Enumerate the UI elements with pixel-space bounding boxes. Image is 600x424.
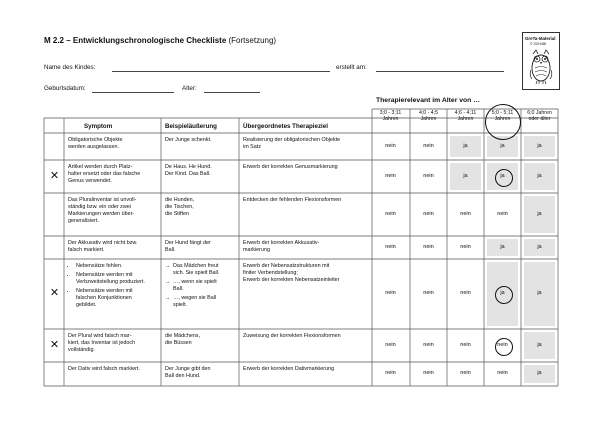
- text-line: die Mädchens,: [165, 333, 201, 339]
- age-value: ja: [537, 210, 542, 217]
- text-line: Ball.: [173, 286, 184, 292]
- age-value: nein: [385, 370, 396, 376]
- text-line: Das Pluralinventar ist unvoll-: [68, 197, 137, 203]
- text-line: Der Hund fängt der: [165, 240, 211, 246]
- example-cell: [165, 137, 237, 144]
- text-line: …, wenn sie spielt: [173, 279, 217, 285]
- age-group-header: Therapierelevant im Alter von …: [376, 97, 480, 104]
- arrow-right-icon: →: [165, 263, 171, 269]
- text-line: sich. Sie spielt Ball.: [173, 270, 220, 276]
- age-value: nein: [385, 341, 396, 348]
- text-line: die Tischen,: [165, 204, 194, 210]
- text-line: im Satz: [243, 144, 261, 150]
- answer-circle: [495, 286, 513, 304]
- text-line: falsch markiert.: [68, 247, 105, 253]
- column-header-therapieziel: Übergeordnetes Therapieziel: [243, 123, 328, 130]
- age-header: [410, 110, 447, 123]
- symptom-cell: [68, 263, 159, 311]
- age-value: ja: [500, 142, 505, 149]
- text-line: Erwerb der korrekten Dativmarkierung: [243, 366, 335, 372]
- alter-label: Alter:: [182, 85, 197, 92]
- age-value: nein: [385, 142, 396, 149]
- text-line: Entdecken der fehlenden Flexionsformen: [243, 197, 342, 203]
- symptom-cell: [68, 164, 159, 185]
- age-value: nein: [460, 370, 471, 376]
- text-line: Erwerb der korrekten Akkusativ-: [243, 240, 320, 246]
- age-header-line: Jahren: [382, 116, 399, 123]
- text-line: Erwerb der Nebensatzstrukturen mit: [243, 263, 330, 269]
- text-line: Erwerb der korrekten Genusmarkierung: [243, 164, 338, 170]
- symptom-bullet: [76, 288, 159, 309]
- example-arrow-item: [165, 263, 237, 277]
- text-line: • Nebensätze werden mit: [76, 288, 133, 294]
- age-highlight-circle: [485, 104, 521, 140]
- text-line: markierung: [243, 247, 270, 253]
- text-line: gebildet.: [76, 302, 97, 308]
- page-title: M 2.2 – Entwicklungschronologische Checkliste (Fortsetzung): [44, 36, 277, 45]
- symptom-bullet: [76, 263, 159, 270]
- text-line: ständig bzw. ein oder zwei: [68, 204, 131, 210]
- answer-circle: [495, 338, 513, 356]
- text-line: • Nebensätze fehlen.: [76, 263, 123, 269]
- age-value: ja: [537, 243, 542, 250]
- cross-mark[interactable]: ✕: [49, 169, 60, 182]
- text-line: Obligatorische Objekte: [68, 137, 123, 143]
- age-value: nein: [460, 243, 471, 250]
- age-value: ja: [537, 142, 542, 149]
- text-line: halter ersetzt oder das falsche: [68, 171, 141, 177]
- example-cell: [165, 197, 237, 218]
- age-header-line: 6;0 Jahren: [527, 110, 552, 116]
- age-header: [521, 110, 558, 123]
- text-line: Der Akkusativ wird nicht bzw.: [68, 240, 138, 246]
- age-value: nein: [423, 172, 434, 179]
- text-line: Der Junge schenkt.: [165, 137, 212, 143]
- age-value: nein: [497, 210, 508, 217]
- text-line: Genus verwendet.: [68, 178, 112, 184]
- age-value: nein: [497, 341, 508, 348]
- goal-cell: [243, 164, 370, 171]
- cross-mark[interactable]: ✕: [49, 338, 60, 351]
- text-line: Der Kind. Das Ball.: [165, 171, 211, 177]
- age-value: nein: [423, 142, 434, 149]
- symptom-cell: [68, 137, 159, 151]
- age-header-line: 4;6 - 4;11: [454, 110, 477, 116]
- age-value: nein: [423, 370, 434, 376]
- text-line: Der Junge gibt den: [165, 366, 211, 372]
- erstellt-label: erstellt am:: [336, 64, 367, 71]
- text-line: Der Plural wird falsch mar-: [68, 333, 132, 339]
- age-header-line: oder älter: [528, 116, 551, 123]
- age-value: ja: [537, 341, 542, 348]
- logo: GreTa-Material © SCHUBI: [522, 32, 560, 90]
- age-value: ja: [537, 290, 542, 296]
- age-value: ja: [463, 172, 468, 179]
- example-cell: [165, 240, 237, 254]
- text-line: De Haus. He Hund.: [165, 164, 212, 170]
- age-header-line: Jahren: [420, 116, 437, 123]
- age-value: nein: [460, 290, 471, 296]
- text-line: • Nebensätze werden mit: [76, 272, 133, 278]
- text-line: Das Mädchen freut: [173, 263, 219, 269]
- example-cell: [165, 366, 237, 380]
- goal-cell: [243, 366, 370, 373]
- goal-cell: [243, 263, 370, 284]
- age-value: ja: [500, 243, 505, 250]
- symptom-cell: [68, 333, 159, 354]
- example-arrow-item: [165, 295, 237, 309]
- column-header-symptom: Symptom: [84, 123, 113, 130]
- age-value: nein: [423, 290, 434, 296]
- goal-cell: [243, 197, 370, 204]
- text-line: Erwerb der korrekten Nebensatzeinleiter: [243, 277, 340, 283]
- symptom-cell: [68, 197, 159, 225]
- age-value: nein: [385, 210, 396, 217]
- age-value: ja: [463, 142, 468, 149]
- text-line: Artikel werden durch Platz-: [68, 164, 133, 170]
- text-line: Ball.: [165, 247, 176, 253]
- example-arrow-item: [165, 279, 237, 293]
- text-line: finiter Verbendstellung;: [243, 270, 298, 276]
- name-label: Name des Kindes:: [44, 64, 96, 71]
- text-line: generalisiert.: [68, 218, 99, 224]
- column-header-beispiel: Beispieläußerung: [165, 123, 217, 130]
- symptom-cell: [68, 366, 159, 373]
- age-value: nein: [423, 243, 434, 250]
- text-line: Ball den Hund.: [165, 373, 201, 379]
- age-value: nein: [385, 290, 396, 296]
- text-line: spielt.: [173, 302, 188, 308]
- age-value: ja: [537, 370, 542, 376]
- age-header: [372, 110, 409, 123]
- age-header-line: Jahren: [494, 116, 511, 123]
- text-line: Der Dativ wird falsch markiert.: [68, 366, 140, 372]
- text-line: Markierungen werden über-: [68, 211, 135, 217]
- age-header-line: 5;0 - 5;11: [491, 110, 514, 116]
- age-value: ja: [500, 172, 505, 179]
- age-value: nein: [460, 341, 471, 348]
- text-line: die Stiften: [165, 211, 189, 217]
- text-line: Verbzweitstellung produziert.: [76, 279, 145, 285]
- age-header-line: 3;0 - 3;11: [379, 110, 402, 116]
- answer-circle: [495, 169, 513, 187]
- text-line: Realisierung der obligatorischen Objekte: [243, 137, 341, 143]
- cross-mark[interactable]: ✕: [49, 287, 60, 299]
- symptom-cell: [68, 240, 159, 254]
- example-cell: [165, 333, 237, 347]
- example-cell: [165, 164, 237, 178]
- symptom-list: [68, 263, 159, 309]
- age-value: ja: [537, 172, 542, 179]
- age-header-line: Jahren: [457, 116, 474, 123]
- age-header-line: 4;0 - 4;5: [418, 110, 439, 116]
- geburt-label: Geburtsdatum:: [44, 85, 86, 92]
- text-line: werden ausgelassen.: [68, 144, 119, 150]
- goal-cell: [243, 240, 370, 254]
- example-cell: [165, 263, 237, 311]
- text-line: die Hunden,: [165, 197, 195, 203]
- text-line: falschen Konjunktionen: [76, 295, 132, 301]
- age-value: nein: [385, 172, 396, 179]
- age-value: nein: [497, 370, 508, 376]
- text-line: Zuweisung der korrekten Flexionsformen: [243, 333, 341, 339]
- symptom-bullet: [76, 272, 159, 286]
- age-header: [447, 110, 484, 123]
- goal-cell: [243, 333, 370, 340]
- arrow-right-icon: →: [165, 279, 171, 285]
- text-line: …, wegen sie Ball: [173, 295, 217, 301]
- age-value: ja: [500, 290, 505, 296]
- age-value: nein: [423, 341, 434, 348]
- age-value: nein: [423, 210, 434, 217]
- text-line: die Büssen: [165, 340, 192, 346]
- text-line: vollständig.: [68, 347, 95, 353]
- goal-cell: [243, 137, 370, 151]
- age-value: nein: [460, 210, 471, 217]
- text-line: kiert, das Inventar ist jedoch: [68, 340, 136, 346]
- age-value: nein: [385, 243, 396, 250]
- arrow-right-icon: →: [165, 295, 171, 301]
